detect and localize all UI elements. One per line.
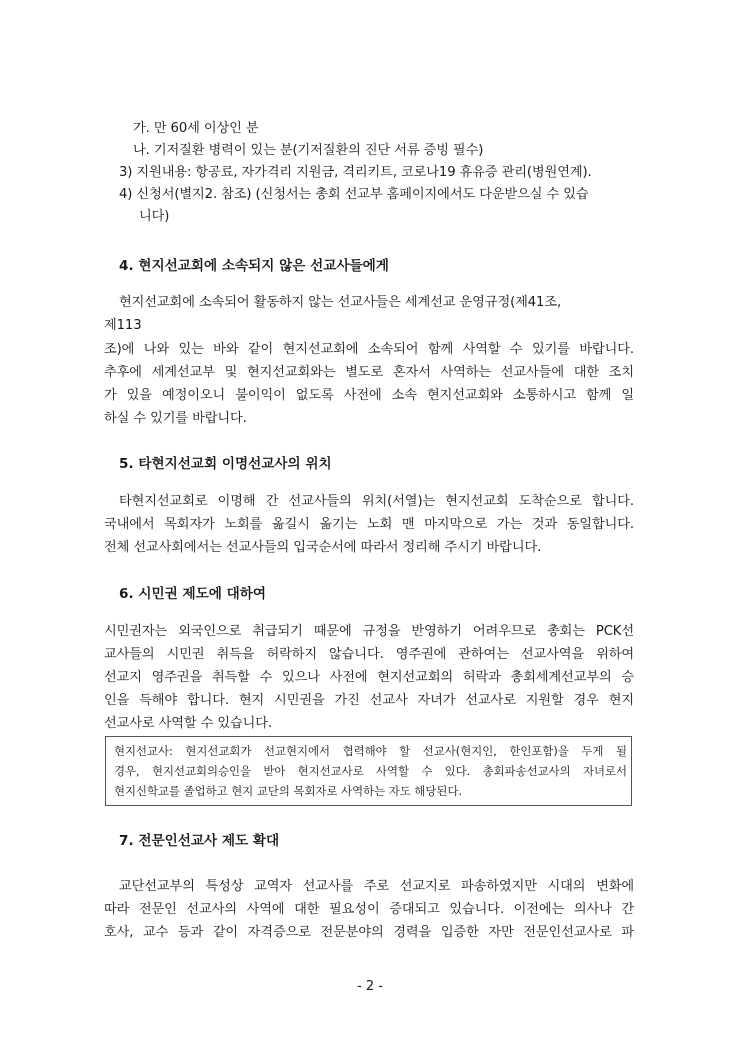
section-7-line: 교단선교부의 특성상 교역자 선교사를 주로 선교지로 파송하였지만 시대의 변화에: [119, 879, 634, 894]
section-4-line: 현지선교회에 소속되어 활동하지 않는 선교사들은 세계선교 운영규정(제41조,: [119, 295, 562, 310]
list-item-ga: 가. 만 60세 이상인 분: [133, 121, 259, 136]
section-7-heading: 7. 전문인선교사 제도 확대: [119, 833, 280, 849]
section-5-line: 전체 선교사회에서는 선교사들의 입국순서에 따라서 정리해 주시기 바랍니다.: [104, 540, 542, 555]
section-6-line: 인을 득해야 합니다. 현지 시민권을 가진 선교사 자녀가 선교사로 지원할 경우 현지: [104, 693, 634, 708]
section-4-line: 하실 수 있기를 바랍니다.: [104, 411, 247, 426]
section-6-line: 선교지 영주권을 취득할 수 있으나 사전에 현지선교회의 허락과 총회세계선교부의 승: [104, 670, 634, 685]
section-4-heading: 4. 현지선교회에 소속되지 않은 선교사들에게: [119, 258, 389, 274]
section-4-line: 조)에 나와 있는 바와 같이 현지선교회에 소속되어 함께 사역할 수 있기를 바랍니다.: [104, 342, 634, 357]
section-6-line: 시민권자는 외국인으로 취급되기 때문에 규정을 반영하기 어려우므로 총회는 PCK선: [104, 624, 634, 639]
note-line: 경우, 현지선교회의승인을 받아 현지선교사로 사역할 수 있다. 총회파송선교사의 자녀로서: [114, 764, 627, 778]
section-7-line: 호사, 교수 등과 같이 자격증으로 전문분야의 경력을 입증한 자만 전문인선교사로 파: [104, 925, 634, 940]
section-6-line: 교사들의 시민권 취득을 허락하지 않습니다. 영주권에 관하여는 선교사역을 위하여: [104, 647, 634, 662]
section-7-line: 따라 전문인 선교사의 사역에 대한 필요성이 증대되고 있습니다. 이전에는 의사나 간: [104, 902, 634, 917]
section-4-line: 제113: [104, 318, 142, 333]
list-item-3: 3) 지원내용: 항공료, 자가격리 지원금, 격리키트, 코로나19 휴유증 관리(병원연계).: [119, 165, 592, 180]
list-item-na: 나. 기저질환 병력이 있는 분(기저질환의 진단 서류 증빙 필수): [133, 143, 484, 158]
definition-note-box: [105, 736, 632, 806]
section-5-line: 국내에서 목회자가 노회를 옮길시 옮기는 노회 맨 마지막으로 가는 것과 동일합니다.: [104, 517, 634, 532]
section-5-line: 타현지선교회로 이명해 간 선교사들의 위치(서열)는 현지선교회 도착순으로 합니다.: [119, 494, 634, 509]
list-item-4-line1: 4) 신청서(별지2. 참조) (신청서는 총회 선교부 홈페이지에서도 다운받으실 수 있습: [119, 187, 589, 202]
section-4-line: 가 있을 예정이오니 불이익이 없도록 사전에 소속 현지선교회와 소통하시고 함께 일: [104, 388, 634, 403]
section-4-line: 추후에 세계선교부 및 현지선교회와는 별도로 혼자서 사역하는 선교사들에 대한 조치: [104, 365, 634, 380]
list-item-4-line2: 니다): [139, 209, 170, 224]
section-5-heading: 5. 타현지선교회 이명선교사의 위치: [119, 456, 332, 472]
section-6-heading: 6. 시민권 제도에 대하여: [119, 586, 267, 602]
section-6-line: 선교사로 사역할 수 있습니다.: [104, 716, 273, 731]
note-line: 현지선교사: 현지선교회가 선교현지에서 협력해야 할 선교사(현지인, 한인포함)을 두게 될: [114, 744, 627, 758]
page-number: - 2 -: [357, 979, 383, 994]
note-line: 현지신학교를 졸업하고 현지 교단의 목회자로 사역하는 자도 해당된다.: [114, 784, 463, 798]
